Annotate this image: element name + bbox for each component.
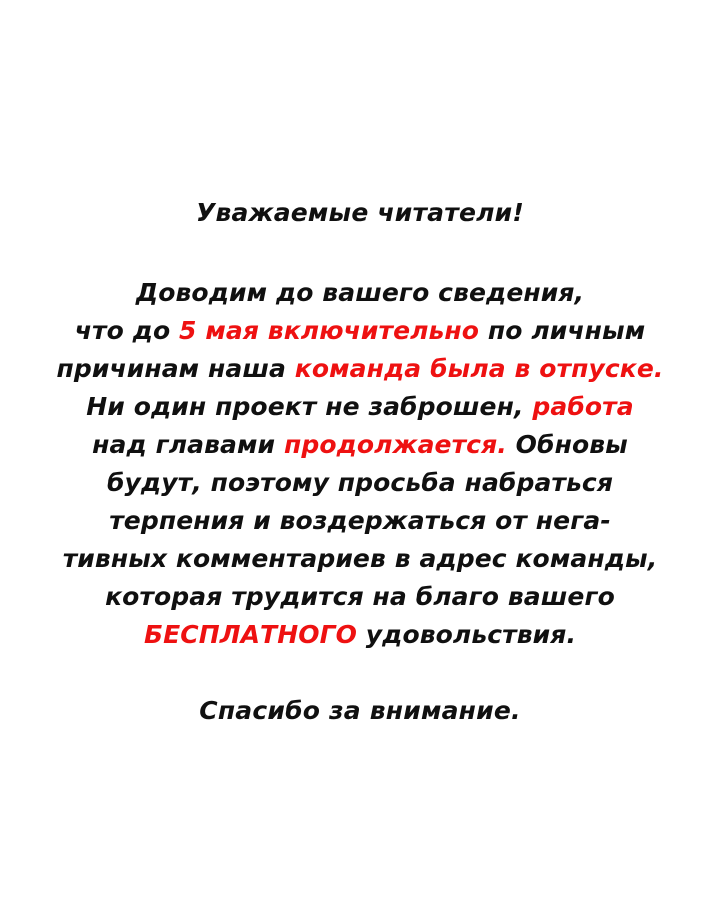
plain-text: что до: [74, 316, 180, 345]
notice-line: [40, 388, 680, 426]
highlighted-text: продолжается.: [283, 430, 507, 459]
notice-line: [40, 426, 680, 464]
plain-text: причинам наша: [56, 354, 295, 383]
plain-text: которая трудится на благо вашего: [105, 582, 615, 611]
notice-heading: Уважаемые читатели!: [196, 198, 524, 227]
plain-text: терпения и воздержаться от нега-: [109, 506, 611, 535]
plain-text: по личным: [479, 316, 646, 345]
notice-line: [40, 502, 680, 540]
plain-text: Доводим до вашего сведения,: [135, 278, 585, 307]
highlighted-text: БЕСПЛАТНОГО: [143, 620, 357, 649]
plain-text: будут, поэтому просьба набраться: [106, 468, 614, 497]
notice-line: [40, 616, 680, 654]
notice-block: [0, 196, 720, 728]
notice-line: [40, 578, 680, 616]
plain-text: тивных комментариев в адрес команды,: [62, 544, 658, 573]
highlighted-text: работа: [532, 392, 634, 421]
notice-line: [40, 350, 680, 388]
notice-body: [40, 274, 680, 654]
highlighted-text: 5 мая включительно: [179, 316, 480, 345]
notice-closing: Спасибо за внимание.: [199, 696, 521, 725]
highlighted-text: команда была в отпуске.: [294, 354, 664, 383]
notice-line: [40, 274, 680, 312]
notice-line: [40, 312, 680, 350]
plain-text: удовольствия.: [356, 620, 577, 649]
plain-text: над главами: [92, 430, 284, 459]
plain-text: Обновы: [506, 430, 628, 459]
notice-line: [40, 540, 680, 578]
plain-text: Ни один проект не заброшен,: [86, 392, 533, 421]
notice-line: [40, 464, 680, 502]
